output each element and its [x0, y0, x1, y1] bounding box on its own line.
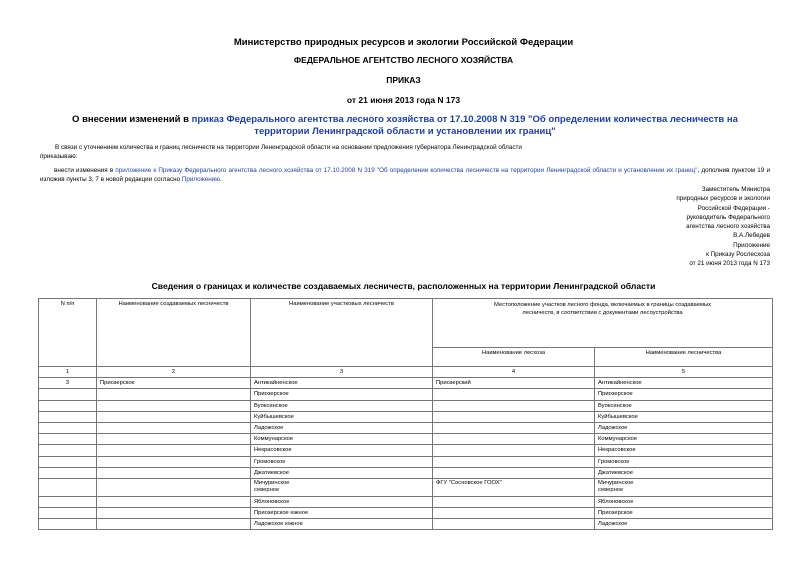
cell-n	[39, 434, 97, 445]
cell-leshoz	[433, 411, 595, 422]
cell-n	[39, 508, 97, 519]
cell-leshoz: Приозерский	[433, 378, 595, 389]
cell-leshoz	[433, 456, 595, 467]
cell-lesnichestvo: Громовское	[595, 456, 773, 467]
cell-created: Приозерское	[97, 378, 251, 389]
cell-lesnichestvo: Джатиевское	[595, 467, 773, 478]
order-title	[60, 114, 750, 138]
cell-created	[97, 434, 251, 445]
order-text-c: .	[220, 176, 222, 183]
signature-line: к Приказу Рослесхоза	[706, 251, 770, 259]
cell-district: Некрасовское	[251, 445, 433, 456]
forestry-table	[38, 298, 773, 530]
cell-lesnichestvo: Ладожское	[595, 519, 773, 530]
cell-district: Мичуринское северное	[251, 478, 433, 496]
table-row	[39, 456, 773, 467]
ministry-heading: Министерство природных ресурсов и экологии Российской Федерации	[233, 37, 574, 48]
order-text-a: внести изменения в	[54, 167, 116, 174]
signature-line: от 21 июня 2013 года N 173	[689, 260, 770, 268]
cell-lesnichestvo: Приозерское	[595, 508, 773, 519]
order-paragraph	[40, 166, 770, 184]
cell-leshoz	[433, 422, 595, 433]
cell-created	[97, 422, 251, 433]
cell-created	[97, 478, 251, 496]
cell-created	[97, 445, 251, 456]
preamble-paragraph: В связи с уточнением количества и границ лесничеств на территории Ленинградской области на основании предложения губернатора Ленинградской области	[55, 144, 522, 151]
cell-leshoz: ФГУ "Сосновское ГООХ"	[433, 478, 595, 496]
cell-created	[97, 389, 251, 400]
cell-lesnichestvo: Вуоксинское	[595, 400, 773, 411]
header-n: N п/п	[39, 299, 97, 367]
table-row	[39, 434, 773, 445]
table-row	[39, 508, 773, 519]
cell-leshoz	[433, 445, 595, 456]
cell-district: Приозерское	[251, 389, 433, 400]
signature-line: В.А.Лебедев	[733, 232, 770, 240]
cell-n	[39, 411, 97, 422]
cell-leshoz	[433, 434, 595, 445]
column-number: 5	[595, 367, 773, 378]
title-prefix: О внесении изменений в	[72, 114, 192, 125]
table-row	[39, 519, 773, 530]
table-header-row	[39, 299, 773, 348]
column-number: 2	[97, 367, 251, 378]
cell-n	[39, 389, 97, 400]
cell-district: Ладожское южное	[251, 519, 433, 530]
table-title: Сведения о границах и количестве создаваемых лесничеств, расположенных на территории Ленинградской области	[151, 281, 656, 291]
cell-n	[39, 519, 97, 530]
cell-created	[97, 467, 251, 478]
cell-leshoz	[433, 508, 595, 519]
cell-district: Приозерское южное	[251, 508, 433, 519]
cell-n: 3	[39, 378, 97, 389]
cell-created	[97, 519, 251, 530]
table-row	[39, 445, 773, 456]
agency-heading: ФЕДЕРАЛЬНОЕ АГЕНТСТВО ЛЕСНОГО ХОЗЯЙСТВА	[293, 55, 514, 65]
order-text-b: , дополнив пунктом 19 и изложив пункты 3, 7 в новой редакции согласно	[40, 167, 770, 183]
title-link[interactable]: приказ Федерального агентства лесного хозяйства от 17.10.2008 N 319 "Об определении количества лесничеств на территории Ленинградской области и установлении их границ"	[191, 114, 738, 137]
cell-district: Куйбышевское	[251, 411, 433, 422]
cell-leshoz	[433, 389, 595, 400]
signature-line: природных ресурсов и экологии	[676, 195, 770, 203]
table-row	[39, 422, 773, 433]
table-row	[39, 496, 773, 507]
table-row	[39, 478, 773, 496]
table-row	[39, 400, 773, 411]
cell-district: Антикайненское	[251, 378, 433, 389]
cell-n	[39, 496, 97, 507]
column-number: 1	[39, 367, 97, 378]
order-word: приказываю:	[40, 153, 78, 160]
cell-n	[39, 467, 97, 478]
annex-link[interactable]: Приложению	[181, 176, 221, 183]
cell-created	[97, 508, 251, 519]
cell-leshoz	[433, 519, 595, 530]
cell-district: Ладожское	[251, 422, 433, 433]
cell-created	[97, 411, 251, 422]
cell-n	[39, 478, 97, 496]
signature-line: Приложение	[733, 241, 770, 249]
signature-line: агентства лесного хозяйства	[686, 223, 770, 231]
cell-lesnichestvo: Мичуринское северное	[595, 478, 773, 496]
cell-leshoz	[433, 467, 595, 478]
header-created-name: Наименование создаваемых лесничеств	[97, 299, 251, 367]
cell-district: Коммунарское	[251, 434, 433, 445]
signature-block	[676, 185, 770, 269]
header-lesnichestvo: Наименование лесничества	[595, 348, 773, 367]
cell-lesnichestvo: Яблоновское	[595, 496, 773, 507]
signature-line: Российской Федерации -	[697, 204, 770, 212]
cell-leshoz	[433, 496, 595, 507]
cell-leshoz	[433, 400, 595, 411]
column-number-row	[39, 367, 773, 378]
cell-lesnichestvo: Приозерское	[595, 389, 773, 400]
cell-lesnichestvo: Ладожское	[595, 422, 773, 433]
table-row	[39, 411, 773, 422]
cell-district: Громовское	[251, 456, 433, 467]
cell-district: Джатиевское	[251, 467, 433, 478]
header-leshoz: Наименование лесхоза	[433, 348, 595, 367]
cell-n	[39, 400, 97, 411]
cell-lesnichestvo: Антикайненское	[595, 378, 773, 389]
header-location: Местоположение участков лесного фонда, включаемых в границы создаваемых лесничеств, в соответствии с документами лесоустройства	[433, 299, 773, 348]
column-number: 3	[251, 367, 433, 378]
table-row	[39, 389, 773, 400]
cell-district: Яблоновское	[251, 496, 433, 507]
cell-lesnichestvo: Куйбышевское	[595, 411, 773, 422]
table-row	[39, 467, 773, 478]
cell-created	[97, 400, 251, 411]
signature-line: руководитель Федерального	[686, 213, 770, 221]
cell-created	[97, 496, 251, 507]
column-number: 4	[433, 367, 595, 378]
cell-created	[97, 456, 251, 467]
doc-type-heading: ПРИКАЗ	[386, 75, 421, 85]
appendix-link[interactable]: приложение к Приказу Федерального агентства лесного хозяйства от 17.10.2008 N 319 "Об определении количества лесничеств на территории Ленинградской области и установлении их границ"	[115, 167, 698, 174]
header-district-name: Наименование участковых лесничеств	[251, 299, 433, 367]
table-row	[39, 378, 773, 389]
date-number-heading: от 21 июня 2013 года N 173	[346, 95, 461, 105]
cell-lesnichestvo: Некрасовское	[595, 445, 773, 456]
cell-n	[39, 445, 97, 456]
cell-n	[39, 456, 97, 467]
cell-lesnichestvo: Коммунарское	[595, 434, 773, 445]
cell-n	[39, 422, 97, 433]
signature-line: Заместитель Министра	[701, 186, 770, 193]
cell-district: Вуоксинское	[251, 400, 433, 411]
